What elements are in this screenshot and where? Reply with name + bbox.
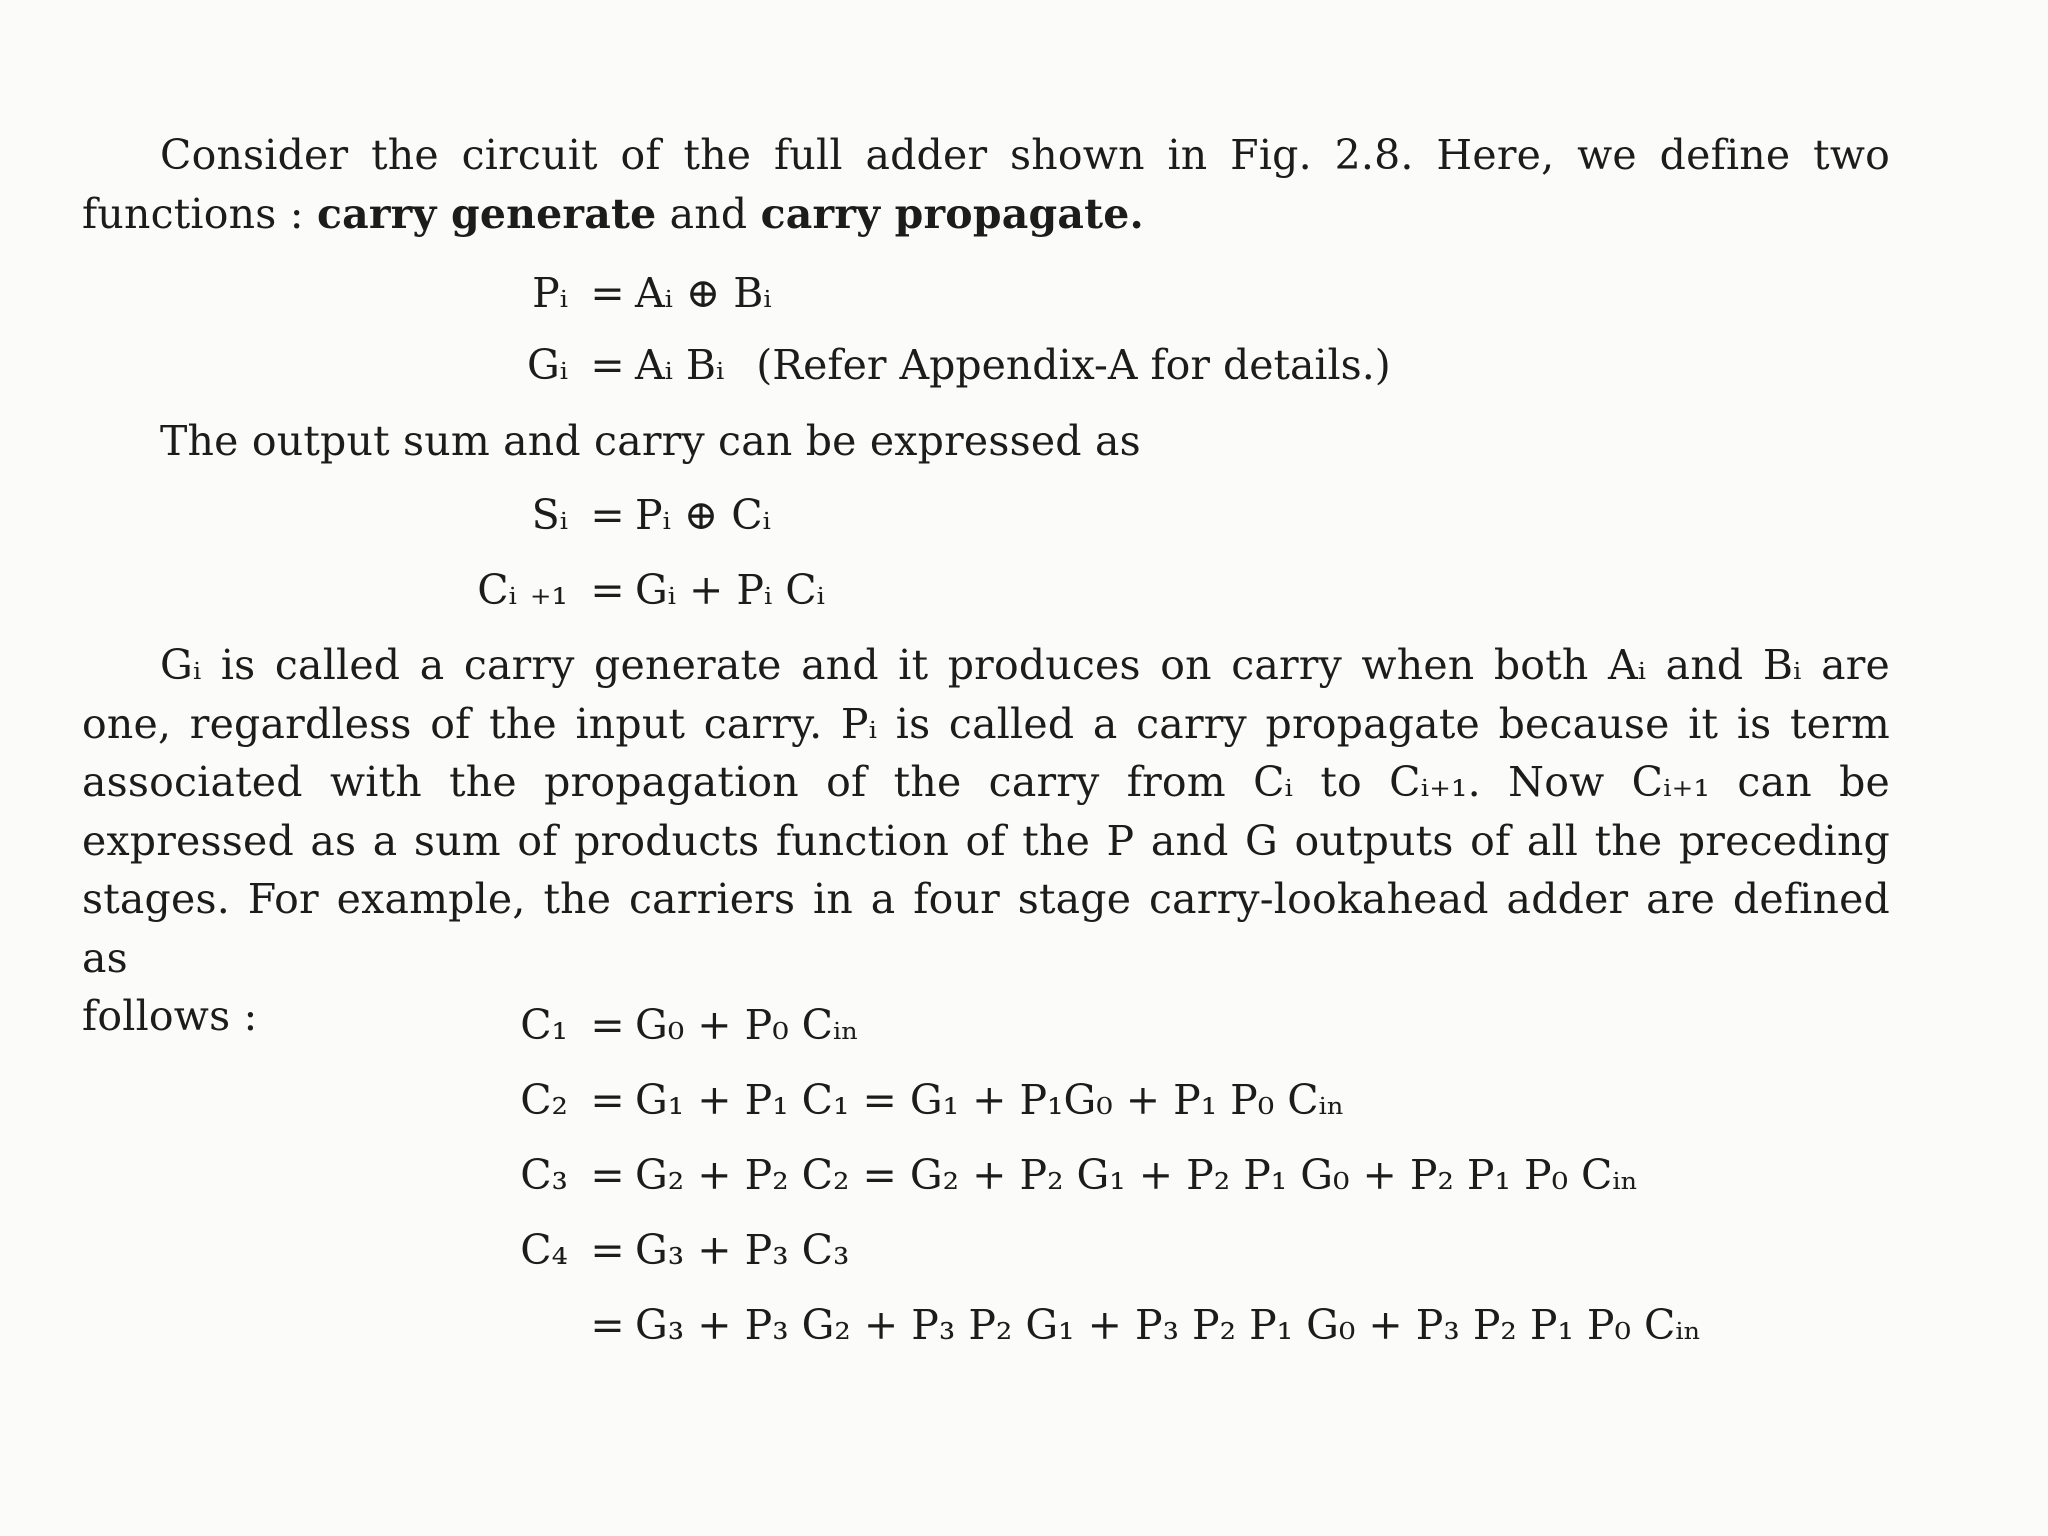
equation-rhs: G₀ + P₀ Cᵢₙ: [635, 1001, 860, 1049]
equals-sign: =: [590, 1151, 625, 1199]
equation-rhs: G₁ + P₁ C₁ = G₁ + P₁G₀ + P₁ P₀ Cᵢₙ: [635, 1076, 1345, 1124]
equation-rhs: Pᵢ ⊕ Cᵢ: [635, 491, 771, 539]
equation-rhs: G₃ + P₃ G₂ + P₃ P₂ G₁ + P₃ P₂ P₁ G₀ + P₃ P₂ P₁ P₀ Cᵢₙ: [635, 1301, 1702, 1349]
equation-lhs: Cᵢ ₊₁: [477, 566, 568, 614]
carry-generate-term: carry generate: [316, 189, 657, 238]
intro-line-2: [82, 185, 1890, 244]
explanation-line-5: stages. For example, the carriers in a four stage carry-lookahead adder are defined as: [82, 875, 1890, 982]
explanation-line-3: associated with the propagation of the carry from Cᵢ to Cᵢ₊₁. Now Cᵢ₊₁ can be: [82, 758, 1890, 806]
explanation-line-1: [82, 636, 1890, 695]
output-line: [82, 412, 1890, 471]
functions-label: functions :: [82, 189, 317, 238]
output-text: The output sum and carry can be expressed as: [160, 417, 1141, 465]
equation-c4-expanded: [580, 1300, 1701, 1350]
equals-sign: =: [590, 269, 625, 317]
equation-c1: [520, 1000, 860, 1050]
equals-sign: =: [590, 1076, 625, 1124]
equation-lhs: C₃: [520, 1151, 568, 1199]
explanation-line-6: follows :: [82, 992, 258, 1040]
equation-lhs: C₂: [520, 1076, 568, 1124]
equation-lhs: Gᵢ: [527, 341, 568, 389]
explanation-line-4: expressed as a sum of products function of the P and G outputs of all the preceding: [82, 816, 1890, 865]
intro-paragraph: [82, 126, 1890, 243]
equation-rhs: G₃ + P₃ C₃: [635, 1226, 850, 1274]
intro-line-1: [82, 126, 1890, 185]
equation-rhs: G₂ + P₂ C₂ = G₂ + P₂ G₁ + P₂ P₁ G₀ + P₂ P₁ P₀ Cᵢₙ: [635, 1151, 1639, 1199]
equals-sign: =: [590, 1226, 625, 1274]
equation-generate: [527, 340, 1391, 390]
equation-rhs: Gᵢ + Pᵢ Cᵢ: [635, 566, 825, 614]
equals-sign: =: [590, 1301, 625, 1349]
equation-lhs: Sᵢ: [531, 491, 568, 539]
equals-sign: =: [590, 1001, 625, 1049]
intro-text: Consider the circuit of the full adder shown in Fig. 2.8. Here, we define two: [160, 131, 1890, 179]
equation-lhs: Pᵢ: [532, 269, 568, 317]
equation-carry: [477, 565, 825, 615]
output-paragraph: [82, 412, 1890, 471]
equals-sign: =: [590, 491, 625, 539]
equation-c4: [520, 1225, 850, 1275]
equation-lhs: C₁: [520, 1001, 568, 1049]
appendix-note: (Refer Appendix-A for details.): [756, 341, 1391, 389]
explanation-paragraph: [82, 636, 1890, 1046]
equation-lhs: C₄: [520, 1226, 568, 1274]
equation-rhs: Aᵢ Bᵢ: [635, 341, 725, 389]
equals-sign: =: [590, 566, 625, 614]
explanation-text: Gᵢ is called a carry generate and it produces on carry when both Aᵢ and Bᵢ are: [160, 641, 1890, 689]
equation-sum: [531, 490, 771, 540]
and-text: and: [656, 189, 761, 238]
carry-propagate-term: carry propagate.: [760, 189, 1145, 238]
explanation-line-2: one, regardless of the input carry. Pᵢ is called a carry propagate because it is term: [82, 699, 1890, 748]
equation-rhs: Aᵢ ⊕ Bᵢ: [635, 269, 772, 317]
equals-sign: =: [590, 341, 625, 389]
equation-propagate: [532, 268, 772, 318]
equation-c3: [520, 1150, 1639, 1200]
equation-c2: [520, 1075, 1345, 1125]
